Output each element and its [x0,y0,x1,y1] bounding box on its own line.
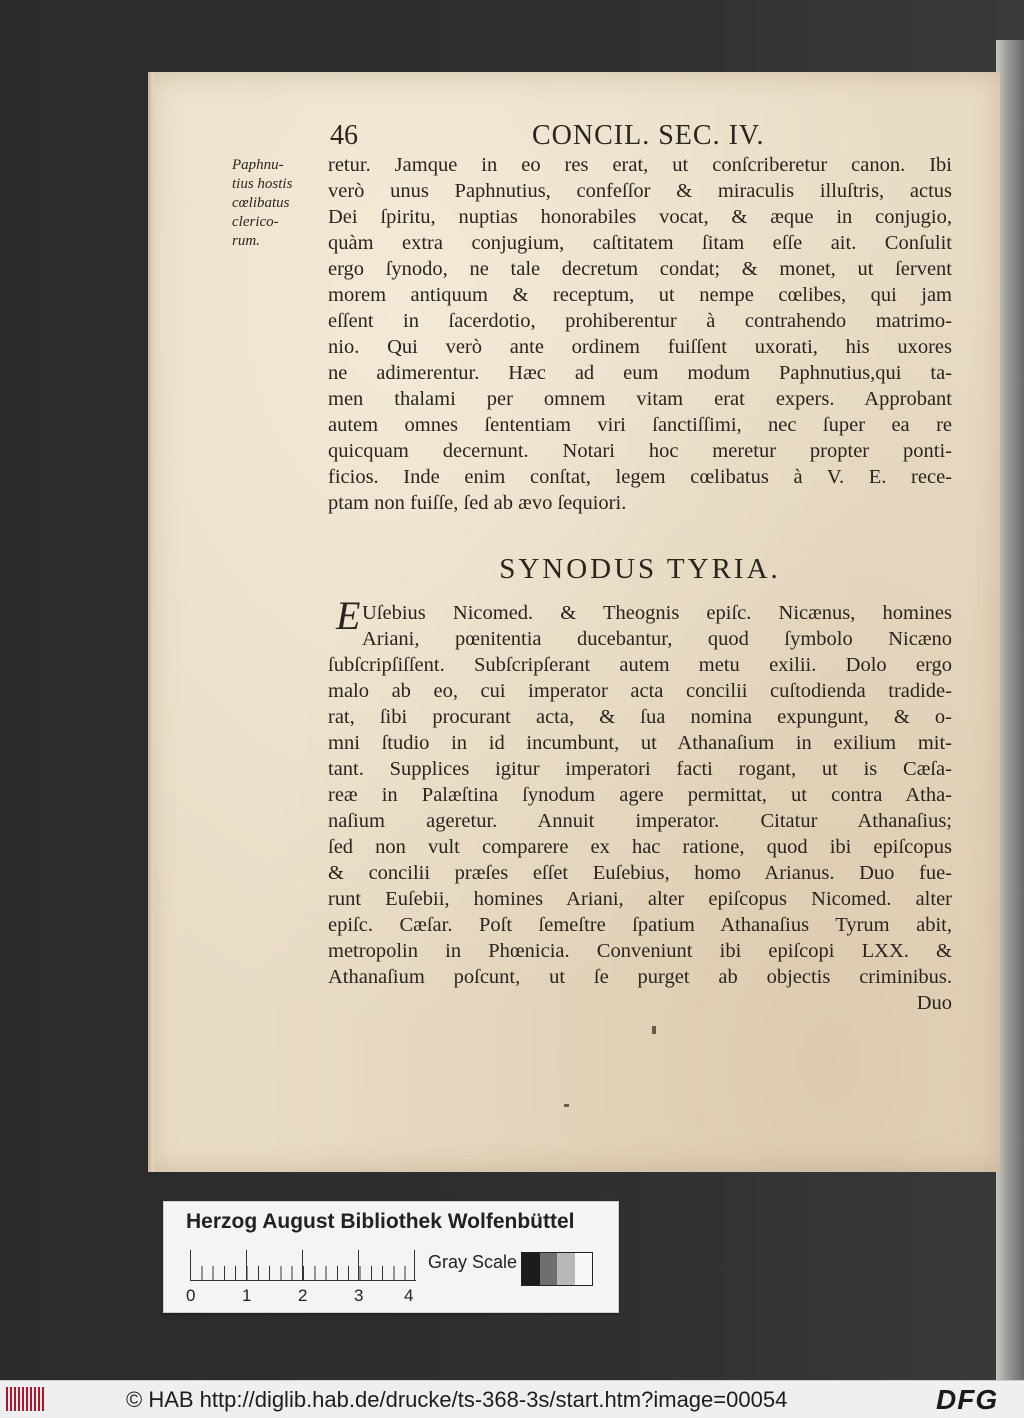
ruler-major-tick [190,1250,191,1280]
gray-scale-swatches [521,1252,593,1286]
gray-swatch [522,1253,540,1285]
footer-bar [0,1380,1024,1418]
text-line: quàm extra conjugium, caſtitatem ſitam eſſe ait. Conſulit [328,232,952,254]
text-line: eſſent in ſacerdotio, prohiberentur à contrahendo matrimo- [328,310,952,332]
dfg-logo: DFG [936,1384,999,1415]
ruler-label: 3 [354,1286,364,1305]
text-line: Ariani, pœnitentia ducebantur, quod ſymbolo Nicæno [362,628,952,650]
text-line: ſed non vult comparere ex hac ratione, quod ibi epiſcopus [328,836,952,858]
text-line: nio. Qui verò ante ordinem fuiſſent uxorati, his uxores [328,336,952,358]
ruler-major-tick [358,1250,359,1280]
library-name: Herzog August Bibliothek Wolfenbüttel [186,1210,575,1233]
text-line: malo ab eo, cui imperator acta concilii cuſtodienda tradide- [328,680,952,702]
text-line: runt Euſebii, homines Ariani, alter epiſcopus Nicomed. alter [328,888,952,910]
ruler-major-tick [302,1250,303,1280]
gray-scale-label: Gray Scale [428,1252,518,1272]
page-binding-edge [148,72,154,1172]
text-line: reæ in Palæſtina ſynodum agere permittat, ut contra Atha- [328,784,952,806]
text-line: morem antiquum & receptum, ut nempe cœlibes, qui jam [328,284,952,306]
text-line: Athanaſium poſcunt, ut ſe purget ab objectis criminibus. [328,966,952,988]
text-line: retur. Jamque in eo res erat, ut conſcriberetur canon. Ibi [328,154,952,176]
paragraph-1 [328,152,952,516]
text-line: tant. Supplices igitur imperatori facti rogant, ut is Cæſa- [328,758,952,780]
signature-mark [652,1026,656,1034]
ruler-label: 0 [186,1286,196,1305]
page-header [320,120,960,154]
running-head: CONCIL. SEC. IV. [532,120,765,151]
margin-note [232,156,322,251]
text-line: ficios. Inde enim conſtat, legem cœlibatus à V. E. rece- [328,466,952,488]
margin-note-line: clerico- [232,214,279,230]
text-line: metropolin in Phœnicia. Conveniunt ibi epiſcopi LXX. & [328,940,952,962]
text-line: epiſc. Cæſar. Poſt ſemeſtre ſpatium Athanaſius Tyrum abit, [328,914,952,936]
hab-logo-icon [6,1387,46,1411]
text-line: mni ſtudio in id incumbunt, ut Athanaſium in exilium mit- [328,732,952,754]
text-line: autem omnes ſententiam viri ſanctiſſimi, nec ſuper ea re [328,414,952,436]
adjacent-page-edge [996,40,1024,1380]
text-line: quicquam decernunt. Notari hoc meretur propter ponti- [328,440,952,462]
color-reference-card [163,1201,619,1313]
gray-swatch [540,1253,558,1285]
text-line: men thalami per omnem vitam erat expers. Approbant [328,388,952,410]
text-line: Uſebius Nicomed. & Theognis epiſc. Nicænus, homines [362,602,952,624]
catchword: Duo [916,992,952,1014]
paragraph-2 [328,600,952,1016]
gray-swatch [575,1253,593,1285]
text-line: Dei ſpiritu, nuptias honorabiles vocat, & æque in conjugio, [328,206,952,228]
text-line: rat, ſibi procurant acta, & ſua nomina expungunt, & o- [328,706,952,728]
page-blemish [564,1104,569,1107]
page-number: 46 [330,120,358,151]
gray-swatch [557,1253,575,1285]
text-line: ne adimerentur. Hæc ad eum modum Paphnutius,qui ta- [328,362,952,384]
text-line: ſubſcripſiſſent. Subſcripſerant autem metu exilii. Dolo ergo [328,654,952,676]
text-line: verò unus Paphnutius, confeſſor & miraculis illuſtris, actus [328,180,952,202]
text-line: ergo ſynodo, ne tale decretum condat; & monet, ut ſervent [328,258,952,280]
margin-note-line: cœlibatus [232,195,290,211]
ruler-major-tick [414,1250,415,1280]
ruler-label: 2 [298,1286,308,1305]
ruler-label: 4 [404,1286,414,1305]
ruler-label: 1 [242,1286,252,1305]
ruler-major-tick [246,1250,247,1280]
section-heading: SYNODUS TYRIA. [499,553,781,585]
measurement-ruler [190,1250,416,1281]
text-line: ptam non fuiſſe, ſed ab ævo ſequiori. [328,492,627,514]
margin-note-line: rum. [232,233,260,249]
margin-note-line: Paphnu- [232,157,284,173]
text-line: naſium ageretur. Annuit imperator. Citatur Athanaſius; [328,810,952,832]
text-line: & concilii præſes eſſet Euſebius, homo Arianus. Duo fue- [328,862,952,884]
footer-credit: © HAB http://diglib.hab.de/drucke/ts-368-3s/start.htm?image=00054 [126,1387,788,1412]
margin-note-line: tius hostis [232,176,293,192]
drop-initial: E [336,593,361,638]
